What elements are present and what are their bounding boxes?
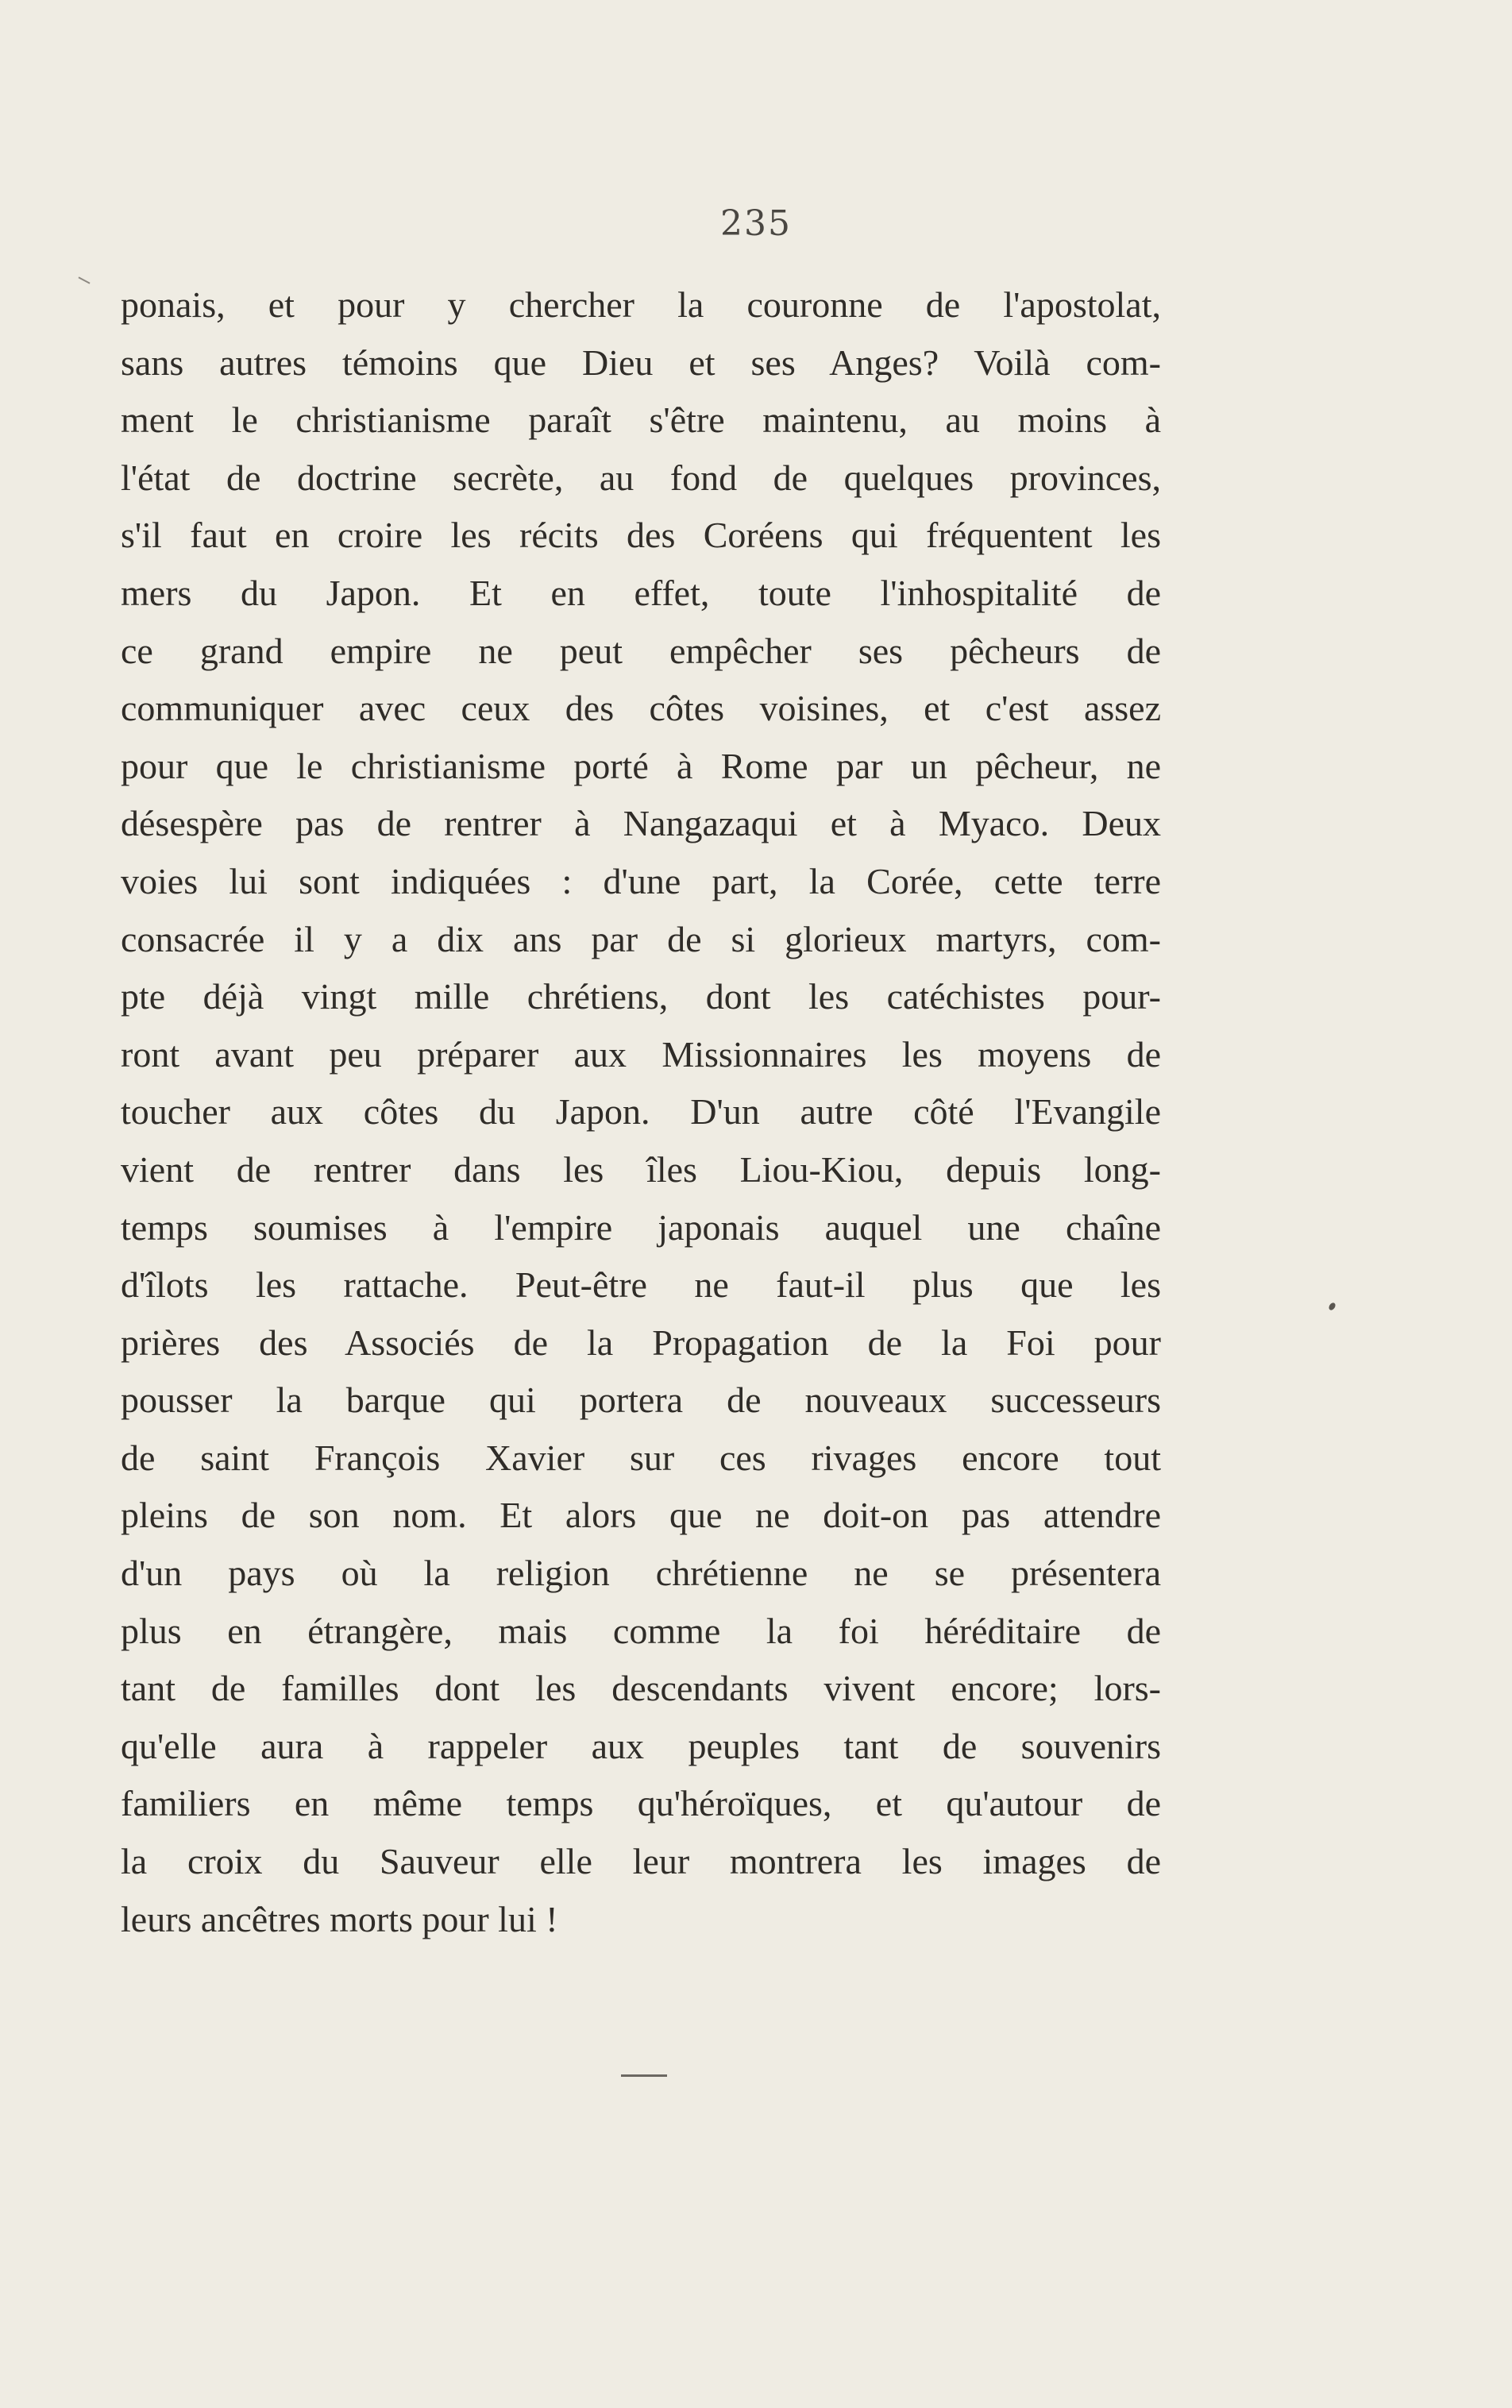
text-line: ce grand empire ne peut empêcher ses pêcheurs de <box>121 630 1161 671</box>
text-line: pte déjà vingt mille chrétiens, dont les catéchistes pour- <box>121 976 1161 1017</box>
end-rule <box>621 2074 667 2077</box>
text-line: pour que le christianisme porté à Rome par un pêcheur, ne <box>121 745 1161 786</box>
text-line: d'îlots les rattache. Peut-être ne faut-il plus que les <box>121 1264 1161 1306</box>
text-line: familiers en même temps qu'héroïques, et qu'autour de <box>121 1783 1161 1824</box>
page-number: 235 <box>720 203 792 244</box>
text-line: vient de rentrer dans les îles Liou-Kiou, depuis long- <box>121 1148 1161 1190</box>
body-text <box>121 276 1161 1948</box>
text-line: tant de familles dont les descendants vivent encore; lors- <box>121 1668 1161 1709</box>
text-line: désespère pas de rentrer à Nangazaqui et à Myaco. Deux <box>121 803 1161 844</box>
text-line: plus en étrangère, mais comme la foi héréditaire de <box>121 1610 1161 1651</box>
text-line: d'un pays où la religion chrétienne ne se présentera <box>121 1553 1161 1594</box>
text-line: l'état de doctrine secrète, au fond de quelques provinces, <box>121 457 1161 498</box>
text-line: s'il faut en croire les récits des Coréens qui fréquentent les <box>121 515 1161 556</box>
margin-mark <box>78 276 90 284</box>
text-line: ment le christianisme paraît s'être maintenu, au moins à <box>121 399 1161 441</box>
text-line: temps soumises à l'empire japonais auquel une chaîne <box>121 1206 1161 1248</box>
text-line: consacrée il y a dix ans par de si glorieux martyrs, com- <box>121 918 1161 959</box>
text-line: pleins de son nom. Et alors que ne doit-on pas attendre <box>121 1495 1161 1536</box>
text-line: voies lui sont indiquées : d'une part, la Corée, cette terre <box>121 860 1161 901</box>
text-line: mers du Japon. Et en effet, toute l'inhospitalité de <box>121 572 1161 613</box>
text-line: communiquer avec ceux des côtes voisines, et c'est assez <box>121 688 1161 729</box>
text-line: sans autres témoins que Dieu et ses Anges? Voilà com- <box>121 342 1161 383</box>
text-line: ponais, et pour y chercher la couronne de l'apostolat, <box>121 284 1161 325</box>
text-line: qu'elle aura à rappeler aux peuples tant de souvenirs <box>121 1725 1161 1766</box>
text-line: prières des Associés de la Propagation de la Foi pour <box>121 1322 1161 1363</box>
text-line: pousser la barque qui portera de nouveaux successeurs <box>121 1380 1161 1421</box>
text-line: toucher aux côtes du Japon. D'un autre côté l'Evangile <box>121 1091 1161 1133</box>
text-line: la croix du Sauveur elle leur montrera les images de <box>121 1841 1161 1882</box>
text-line-last: leurs ancêtres morts pour lui ! <box>121 1898 558 1939</box>
text-line: de saint François Xavier sur ces rivages encore tout <box>121 1437 1161 1478</box>
text-line: ront avant peu préparer aux Missionnaires les moyens de <box>121 1033 1161 1075</box>
ink-speck <box>1328 1302 1336 1311</box>
